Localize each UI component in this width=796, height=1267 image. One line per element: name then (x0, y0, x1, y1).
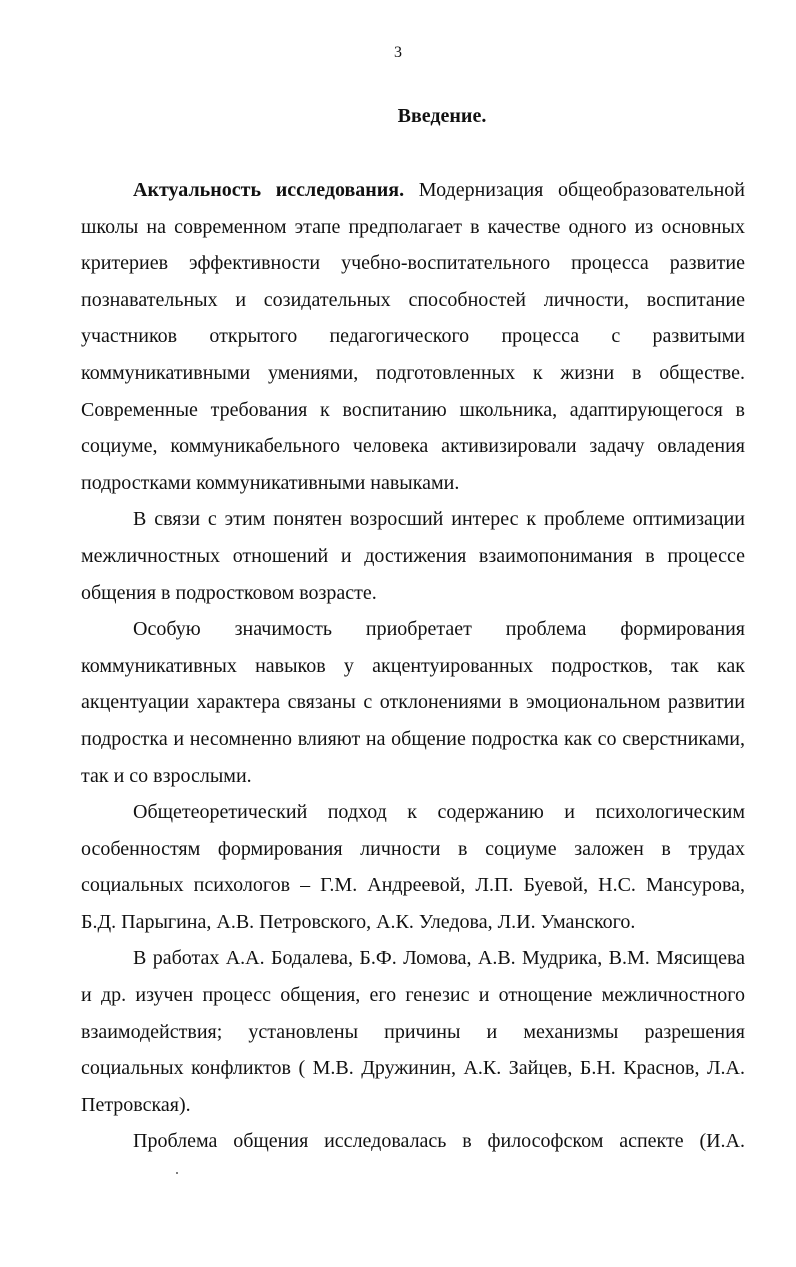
text-line-segment: Модернизация общеобразовательной (404, 179, 745, 201)
text-line: Проблема общения исследовалась в философском аспекте (И.А. (133, 1130, 745, 1153)
text-line: коммуникативными умениями, подготовленных к жизни в обществе. (81, 361, 745, 384)
paragraph (81, 501, 745, 611)
scan-dot (176, 1172, 178, 1174)
text-line: критериев эффективности учебно-воспитательного процесса развитие (81, 252, 745, 275)
text-line: коммуникативных навыков у акцентуированных подростков, так как (81, 654, 745, 677)
text-line: так и со взрослыми. (81, 764, 252, 787)
paragraph (81, 940, 745, 1123)
text-line: В связи с этим понятен возросший интерес к проблеме оптимизации (133, 508, 745, 531)
text-line: подростками коммуникативными навыками. (81, 471, 460, 494)
paragraph (81, 794, 745, 940)
text-line: социальных конфликтов ( М.В. Дружинин, А.К. Зайцев, Б.Н. Краснов, Л.А. (81, 1057, 745, 1080)
paragraph (81, 1123, 745, 1160)
text-line: В работах А.А. Бодалева, Б.Ф. Ломова, А.В. Мудрика, В.М. Мясищева (133, 947, 745, 970)
section-lead: Актуальность исследования. (133, 179, 405, 201)
paragraph (81, 611, 745, 794)
text-line: взаимодействия; установлены причины и механизмы разрешения (81, 1020, 745, 1043)
text-line: Особую значимость приобретает проблема формирования (133, 618, 745, 641)
text-line: школы на современном этапе предполагает в качестве одного из основных (81, 215, 745, 238)
text-line: участников открытого педагогического процесса с развитыми (81, 325, 745, 348)
text-line (81, 172, 745, 209)
text-line: общения в подростковом возрасте. (81, 581, 377, 604)
body-text (81, 172, 745, 1160)
text-line: социальных психологов – Г.М. Андреевой, Л.П. Буевой, Н.С. Мансурова, (81, 874, 745, 897)
text-line: Общетеоретический подход к содержанию и психологическим (133, 801, 745, 824)
paragraph (81, 172, 745, 501)
page-number: 3 (394, 44, 402, 61)
text-line: и др. изучен процесс общения, его генезис и отнощение межличностного (81, 984, 745, 1007)
text-line: Б.Д. Парыгина, А.В. Петровского, А.К. Уледова, Л.И. Уманского. (81, 910, 636, 933)
text-line: познавательных и созидательных способностей личности, воспитание (81, 288, 745, 311)
text-line: особенностям формирования личности в социуме заложен в трудах (81, 837, 745, 860)
text-line: подростка и несомненно влияют на общение подростка как со сверстниками, (81, 727, 745, 750)
text-line: Современные требования к воспитанию школьника, адаптирующегося в (81, 398, 745, 421)
text-line: Петровская). (81, 1093, 191, 1116)
page-title: Введение. (397, 105, 487, 127)
text-line: социуме, коммуникабельного человека активизировали задачу овладения (81, 435, 745, 458)
text-line: акцентуации характера связаны с отклонениями в эмоциональном развитии (81, 691, 745, 714)
text-line: межличностных отношений и достижения взаимопонимания в процессе (81, 544, 745, 567)
